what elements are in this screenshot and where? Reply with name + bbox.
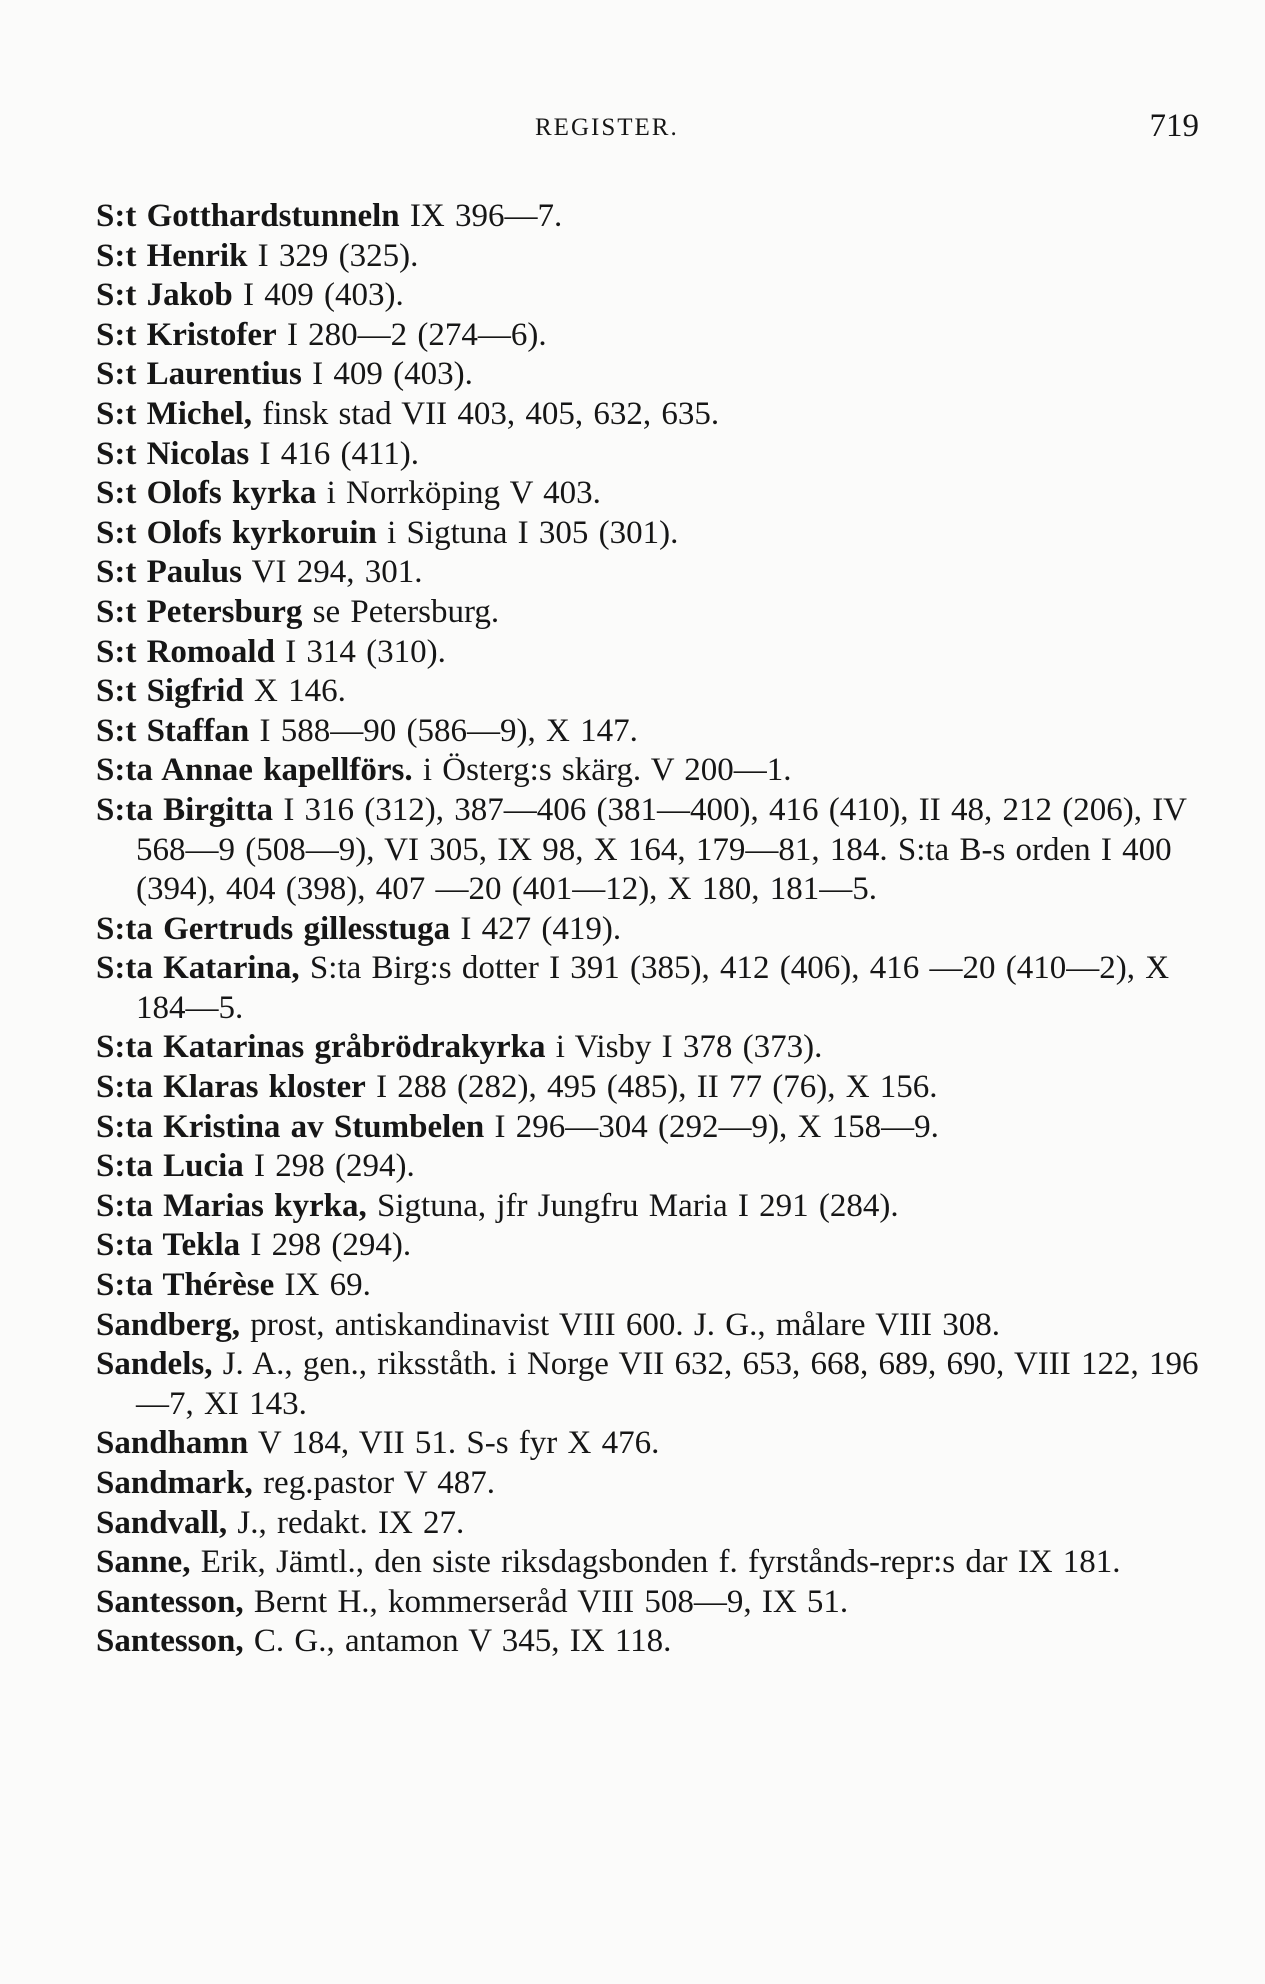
entry-references: I 298 (294). bbox=[243, 1148, 415, 1185]
index-entry bbox=[96, 910, 1216, 950]
index-entry bbox=[96, 1187, 1216, 1227]
entry-references: Erik, Jämtl., den siste riksdagsbonden f. fyrstånds-repr:s dar IX 181. bbox=[190, 1544, 1121, 1581]
entry-headword: Sandhamn bbox=[96, 1425, 249, 1462]
index-entry bbox=[96, 1108, 1216, 1148]
index-entry bbox=[96, 197, 1216, 237]
entry-references: I 409 (403). bbox=[232, 277, 404, 314]
entry-references: reg.pastor V 487. bbox=[252, 1465, 495, 1501]
entry-references: I 296—304 (292—9), X 158—9. bbox=[484, 1108, 939, 1145]
running-head: REGISTER. bbox=[535, 114, 679, 141]
entry-headword: S:t Staffan bbox=[96, 712, 250, 749]
index-entry bbox=[96, 1306, 1216, 1346]
entry-headword: S:t Paulus bbox=[96, 554, 242, 591]
entry-references: i Sigtuna I 305 (301). bbox=[376, 514, 679, 551]
entry-references: VI 294, 301. bbox=[241, 554, 423, 591]
index-entry bbox=[96, 276, 1216, 316]
entry-headword: S:ta Birgitta bbox=[96, 791, 274, 828]
entry-headword: S:ta Katarina, bbox=[96, 950, 300, 987]
index-entry bbox=[96, 1345, 1216, 1424]
entry-headword: S:ta Klaras kloster bbox=[96, 1069, 366, 1106]
entry-headword: S:t Olofs kyrka bbox=[96, 475, 317, 512]
index-entry bbox=[96, 474, 1216, 514]
index-entry bbox=[96, 633, 1216, 673]
index-entry bbox=[96, 316, 1216, 356]
entry-headword: S:t Kristofer bbox=[96, 316, 277, 353]
entry-references: se Petersburg. bbox=[302, 593, 500, 630]
index-entry bbox=[96, 395, 1216, 435]
index-entry bbox=[96, 1543, 1216, 1583]
entry-headword: S:t Laurentius bbox=[96, 356, 302, 393]
entry-headword: S:ta Thérèse bbox=[96, 1267, 275, 1304]
entry-references: Bernt H., kommerseråd VIII 508—9, IX 51. bbox=[243, 1583, 849, 1620]
entry-references: i Norrköping V 403. bbox=[316, 475, 601, 512]
entry-headword: S:ta Katarinas gråbrödrakyrka bbox=[96, 1029, 546, 1066]
index-entry bbox=[96, 1504, 1216, 1544]
index-entry bbox=[96, 1464, 1216, 1504]
entry-references: C. G., antamon V 345, IX 118. bbox=[243, 1623, 672, 1660]
entry-references: Sigtuna, jfr Jungfru Maria I 291 (284). bbox=[366, 1187, 899, 1224]
entry-headword: S:t Olofs kyrkoruin bbox=[96, 514, 377, 551]
index-entry bbox=[96, 949, 1216, 1028]
index-entry bbox=[96, 1583, 1216, 1623]
entry-headword: S:ta Marias kyrka, bbox=[96, 1187, 367, 1224]
entry-headword: S:t Nicolas bbox=[96, 435, 250, 472]
entry-references: i Österg:s skärg. V 200—1. bbox=[412, 752, 792, 789]
entry-headword: S:t Romoald bbox=[96, 633, 275, 670]
index-entry bbox=[96, 1068, 1216, 1108]
entry-headword: S:ta Gertruds gillesstuga bbox=[96, 910, 451, 947]
entry-references: V 184, VII 51. S-s fyr X 476. bbox=[248, 1425, 660, 1462]
index-entry bbox=[96, 1226, 1216, 1266]
entry-references: I 329 (325). bbox=[247, 237, 419, 274]
index-entry bbox=[96, 1424, 1216, 1464]
index-entry bbox=[96, 1266, 1216, 1306]
entry-headword: S:ta Lucia bbox=[96, 1148, 244, 1185]
entry-headword: Sandberg, bbox=[96, 1306, 240, 1343]
index-entry bbox=[96, 751, 1216, 791]
entry-references: X 146. bbox=[243, 673, 346, 710]
entry-references: I 288 (282), 495 (485), II 77 (76), X 156. bbox=[365, 1069, 938, 1106]
entry-references: I 314 (310). bbox=[274, 633, 446, 670]
entry-headword: S:t Jakob bbox=[96, 277, 233, 314]
entry-headword: Sanne, bbox=[96, 1544, 191, 1581]
index-entry bbox=[96, 1147, 1216, 1187]
entry-headword: S:ta Tekla bbox=[96, 1227, 241, 1264]
index-entry bbox=[96, 553, 1216, 593]
entry-headword: S:ta Kristina av Stumbelen bbox=[96, 1108, 485, 1145]
index-entry bbox=[96, 355, 1216, 395]
entry-headword: Sandels, bbox=[96, 1346, 213, 1383]
index-entry bbox=[96, 791, 1216, 910]
page-number: 719 bbox=[1149, 108, 1199, 144]
entry-headword: S:t Michel, bbox=[96, 395, 252, 432]
entry-headword: Sandvall, bbox=[96, 1504, 228, 1541]
entry-references: IX 69. bbox=[274, 1267, 371, 1304]
entry-references: IX 396—7. bbox=[399, 198, 563, 234]
entry-headword: S:t Henrik bbox=[96, 237, 248, 274]
entry-headword: Santesson, bbox=[96, 1583, 244, 1620]
entry-headword: Sandmark, bbox=[96, 1465, 253, 1501]
entry-references: J. A., gen., riksståth. i Norge VII 632, 653, 668, 689, 690, VIII 122, 196—7, XI 143. bbox=[136, 1346, 1199, 1422]
entry-references: finsk stad VII 403, 405, 632, 635. bbox=[251, 395, 720, 432]
entry-headword: S:t Petersburg bbox=[96, 593, 303, 630]
entry-references: I 588—90 (586—9), X 147. bbox=[249, 712, 638, 749]
entry-headword: Santesson, bbox=[96, 1623, 244, 1660]
entry-references: J., redakt. IX 27. bbox=[227, 1504, 465, 1541]
entry-references: I 416 (411). bbox=[249, 435, 419, 472]
page-header bbox=[0, 108, 1265, 152]
index-entry bbox=[96, 435, 1216, 475]
entry-references: I 427 (419). bbox=[450, 910, 622, 947]
entry-references: I 280—2 (274—6). bbox=[276, 316, 547, 353]
index-entry bbox=[96, 712, 1216, 752]
entry-headword: S:ta Annae kapellförs. bbox=[96, 752, 413, 789]
entry-references: I 298 (294). bbox=[240, 1227, 412, 1264]
entry-headword: S:t Gotthardstunneln bbox=[96, 198, 400, 234]
entry-references: i Visby I 378 (373). bbox=[545, 1029, 823, 1066]
entry-references: I 316 (312), 387—406 (381—400), 416 (410), II 48, 212 (206), IV 568—9 (508—9), VI 305, IX 98, X 164, 179—81, 184. S:ta B-s orden I 400 (394), 404 (398), 407 —20 (401—12), X 180, 181—5. bbox=[136, 791, 1187, 908]
entry-references: prost, antiskandinavist VIII 600. J. G., målare VIII 308. bbox=[239, 1306, 1001, 1343]
index-entry bbox=[96, 1622, 1216, 1662]
index-entry bbox=[96, 672, 1216, 712]
entry-references: I 409 (403). bbox=[301, 356, 473, 393]
index-entry bbox=[96, 1028, 1216, 1068]
index-entry bbox=[96, 237, 1216, 277]
entry-references: S:ta Birg:s dotter I 391 (385), 412 (406), 416 —20 (410—2), X 184—5. bbox=[136, 950, 1170, 1026]
index-entries bbox=[96, 197, 1216, 1662]
index-entry bbox=[96, 514, 1216, 554]
entry-headword: S:t Sigfrid bbox=[96, 673, 244, 710]
index-entry bbox=[96, 593, 1216, 633]
